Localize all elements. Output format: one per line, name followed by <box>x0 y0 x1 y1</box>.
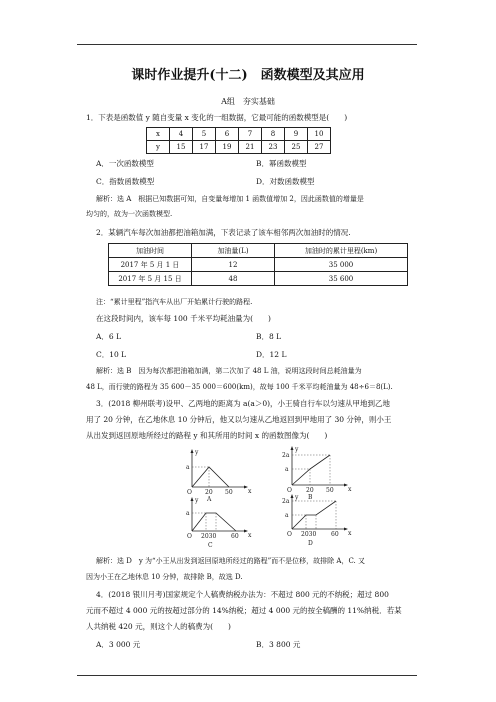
graph-y-tick: 2a <box>282 452 290 459</box>
origin-label: O <box>187 489 192 496</box>
graph-y-tick: a <box>285 466 289 473</box>
graph-x-tick: 50 <box>225 489 233 496</box>
q2-solution-line-2: 48 L，而行驶的路程为 35 600－35 000＝600(km)，故每 100 千米平均耗油量为 48÷6＝8(L). <box>86 383 393 391</box>
q4-line-1: 4．(2018 银川月考)国家规定个人稿费纳税办法为：不超过 800 元的不纳税；超过 800 <box>96 590 389 599</box>
table-cell: 35 000 <box>275 258 408 272</box>
table-header-row <box>109 244 408 258</box>
table-cell: 4 <box>170 128 193 141</box>
graph-x-tick: 20 <box>205 489 213 496</box>
table-cell: 12 <box>192 258 275 272</box>
table-cell: 8 <box>262 128 285 141</box>
q1-option-d: D．对数函数模型 <box>256 177 315 186</box>
q2-stem: 2．某辆汽车每次加油都把油箱加满，下表记录了该车相邻两次加油时的情况. <box>96 228 351 237</box>
table-cell: 2017 年 5 月 15 日 <box>109 272 192 286</box>
graph-x-tick: 20 <box>306 487 314 494</box>
graph-x-tick: 2030 <box>301 531 317 538</box>
graph-letter: A <box>207 496 212 502</box>
table-cell: 21 <box>239 141 262 154</box>
table-header: 加油时间 <box>109 244 192 258</box>
table-cell: 35 600 <box>275 272 408 286</box>
table-header: 加油时的累计里程(km) <box>275 244 408 258</box>
graph-x-tick: 60 <box>231 533 239 540</box>
q1-option-b: B．幂函数模型 <box>256 159 307 168</box>
q4-line-3: 人共纳税 420 元，则这个人的稿费为( ) <box>86 622 231 631</box>
q2-data-table <box>108 243 408 286</box>
q1-option-a: A．一次函数模型 <box>96 159 154 168</box>
bottom-rule <box>77 675 417 676</box>
axis-x-label: x <box>348 486 352 493</box>
q4-line-2: 元而不超过 4 000 元的按超过部分的 14%纳税；超过 4 000 元的按全稿酬的 11%纳税．若某 <box>86 606 402 615</box>
graph-d <box>282 493 362 548</box>
graph-x-tick: 50 <box>326 487 334 494</box>
table-row <box>147 141 331 154</box>
graph-b <box>282 445 362 500</box>
table-header: 加油量(L) <box>192 244 275 258</box>
graph-x-tick: 60 <box>331 531 339 538</box>
q1-option-c: C．指数函数模型 <box>96 177 155 186</box>
table-cell: 15 <box>170 141 193 154</box>
axis-x-label: x <box>348 530 352 537</box>
table-cell: 48 <box>192 272 275 286</box>
q1-stem: 1．下表是函数值 y 随自变量 x 变化的一组数据，它最可能的函数模型是( ) <box>86 113 348 122</box>
graph-letter: D <box>308 540 313 547</box>
table-cell: 7 <box>239 128 262 141</box>
q1-data-table <box>146 127 331 154</box>
q3-solution-line-1: 解析：选 D y 为“小王从出发到返回原地所经过的路程”而不是位移，故排除 A，C. 又 <box>96 557 366 565</box>
q2-note: 注：“累计里程”指汽车从出厂开始累计行驶的路程. <box>96 298 253 306</box>
axis-y-label: y <box>295 446 299 453</box>
origin-label: O <box>187 533 192 540</box>
q2-option-d: D．12 L <box>256 350 287 359</box>
q2-option-a: A．6 L <box>96 332 122 341</box>
q2-option-c: C．10 L <box>96 350 127 359</box>
axis-y-label: y <box>195 497 199 504</box>
q3-line-2: 用了 20 分钟，在乙地休息 10 分钟后，他又以匀速从乙地返回到甲地用了 30 分钟，则小王 <box>86 415 392 424</box>
table-row <box>109 258 408 272</box>
table-cell: 17 <box>193 141 216 154</box>
axis-y-label: y <box>195 449 199 456</box>
graph-c <box>184 495 264 550</box>
table-cell: 25 <box>285 141 308 154</box>
graph-x-tick: 2030 <box>201 533 217 540</box>
q3-line-3: 从出发到返回原地所经过的路程 y 和其所用的时间 x 的函数图像为( ) <box>86 431 328 440</box>
graph-y-tick: a <box>186 464 190 471</box>
page-title: 课时作业提升(十二) 函数模型及其应用 <box>131 68 365 83</box>
top-rule <box>77 44 417 45</box>
table-cell: 5 <box>193 128 216 141</box>
section-heading: A组 夯实基础 <box>221 97 275 106</box>
q2-option-b: B．8 L <box>256 332 282 341</box>
axis-y-label: y <box>295 494 299 501</box>
origin-label: O <box>287 531 292 538</box>
graph-letter: C <box>208 542 213 549</box>
table-cell: y <box>147 141 170 154</box>
table-cell: 10 <box>308 128 331 141</box>
graph-letter: B <box>308 494 313 500</box>
q2-solution-line-1: 解析：选 B 因为每次都把油箱加满，第二次加了 48 L 油，说明这段时间总耗油量为 <box>96 367 362 375</box>
table-row <box>147 128 331 141</box>
table-cell: 6 <box>216 128 239 141</box>
axis-x-label: x <box>248 488 252 495</box>
q3-line-1: 3．(2018 柳州联考)设甲、乙两地的距离为 a(a＞0)，小王骑自行车以匀速从甲地到乙地 <box>96 399 391 408</box>
axis-x-label: x <box>248 532 252 539</box>
q3-solution-line-2: 因为小王在乙地休息 10 分钟，故排除 B，故选 D. <box>86 573 243 581</box>
table-cell: x <box>147 128 170 141</box>
origin-label: O <box>287 487 292 494</box>
graph-y-tick: 2a <box>282 498 290 505</box>
q1-solution-line-2: 均匀的，故为一次函数模型. <box>86 210 173 218</box>
table-cell: 19 <box>216 141 239 154</box>
table-cell: 23 <box>262 141 285 154</box>
table-cell: 2017 年 5 月 1 日 <box>109 258 192 272</box>
table-cell: 27 <box>308 141 331 154</box>
graph-y-tick: a <box>285 512 289 519</box>
table-cell: 9 <box>285 128 308 141</box>
graph-a <box>184 447 264 502</box>
q4-option-a: A．3 000 元 <box>96 640 141 649</box>
graph-y-tick: a <box>186 510 190 517</box>
q1-solution-line-1: 解析：选 A 根据已知数据可知，自变量每增加 1 函数值增加 2，因此函数值的增量是 <box>96 195 364 203</box>
q4-option-b: B．3 800 元 <box>256 640 301 649</box>
table-row <box>109 272 408 286</box>
q2-question: 在这段时间内，该车每 100 千米平均耗油量为( ) <box>96 314 271 323</box>
